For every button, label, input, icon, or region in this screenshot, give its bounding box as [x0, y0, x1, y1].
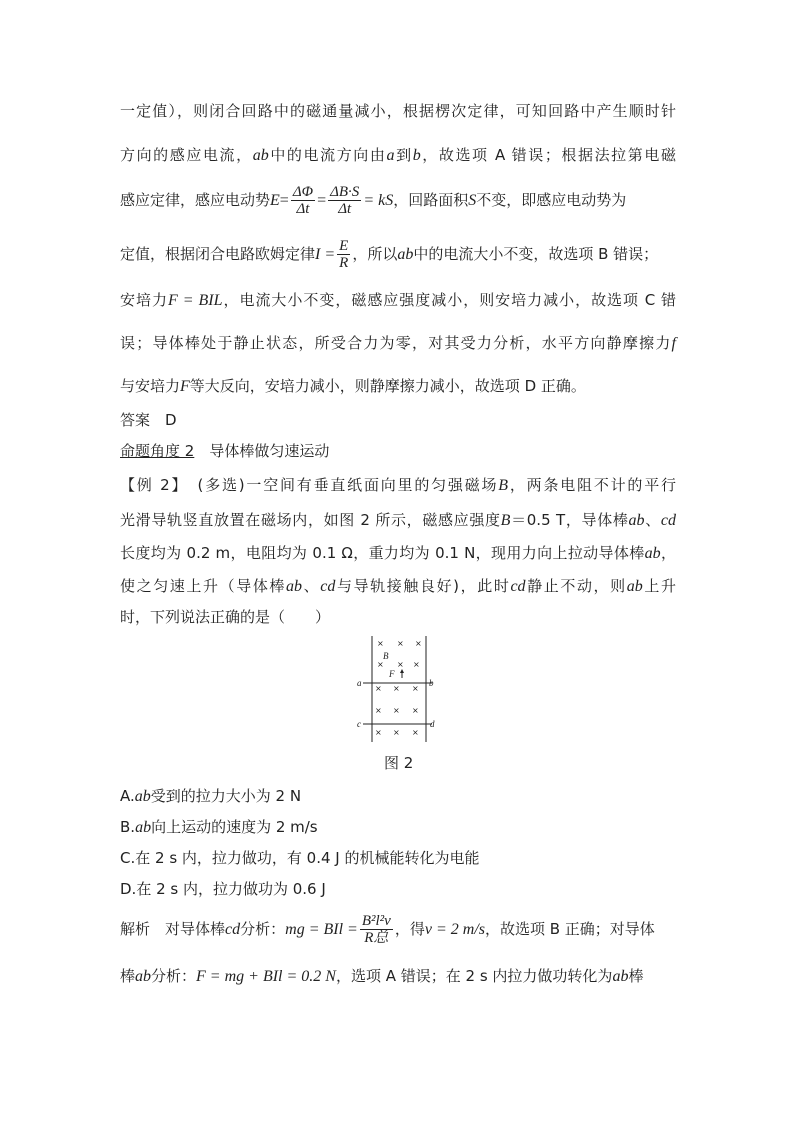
field-cross: ×	[412, 706, 419, 715]
fraction-b2l2v-r	[360, 913, 393, 946]
option-text: 向上运动的速度为 2 m/s	[151, 818, 318, 836]
text: 中的电流大小不变，故选项 B 错误；	[413, 245, 659, 263]
denominator: R	[339, 255, 349, 271]
var-a: a	[386, 147, 395, 164]
field-cross: ×	[412, 684, 419, 693]
var-cd: cd	[320, 578, 336, 595]
fraction-dphi-dt	[291, 184, 315, 217]
text: 方向的感应电流，	[120, 146, 253, 164]
fraction-e-r	[337, 238, 350, 271]
field-cross: ×	[377, 660, 384, 669]
option-label: A.	[120, 787, 135, 805]
example-line-2	[120, 509, 676, 532]
fraction-dbs-dt	[328, 184, 361, 217]
var-B: B	[498, 477, 509, 494]
option-a	[120, 785, 301, 808]
example-line-5	[120, 606, 676, 628]
text: 误；导体棒处于静止状态，所受合力为零，对其受力分析，水平方向静摩擦力	[120, 334, 672, 352]
field-cross: ×	[375, 706, 382, 715]
solution-line-1	[120, 909, 676, 949]
field-cross: ×	[393, 728, 400, 737]
text-line-4	[120, 234, 676, 274]
text: 时，下列说法正确的是（ ）	[120, 608, 331, 626]
text: 光滑导轨竖直放置在磁场内，如图 2 所示，磁感应强度	[120, 511, 501, 529]
text: 分析：	[151, 967, 197, 985]
example-line-3	[120, 542, 676, 565]
example-line-4	[120, 575, 676, 598]
var-ab: ab	[135, 819, 152, 836]
field-cross: ×	[375, 728, 382, 737]
var-ab: ab	[644, 545, 661, 562]
text: (多选)一空间有垂直纸面向里的匀强磁场	[180, 476, 499, 494]
numerator: ΔΦ	[292, 184, 314, 200]
text-line-5	[120, 289, 676, 312]
field-cross: ×	[397, 660, 404, 669]
text: 静止不动，则	[525, 577, 627, 595]
var-ab: ab	[612, 968, 629, 985]
field-cross: ×	[397, 639, 404, 648]
heading-title: 导体棒做匀速运动	[194, 442, 330, 460]
var-ab: ab	[286, 578, 303, 595]
option-b	[120, 816, 318, 839]
text: 与安培力	[120, 377, 181, 395]
equals: =	[317, 192, 327, 209]
text: ，	[660, 544, 676, 562]
solution-line-2	[120, 965, 676, 988]
text-line-1	[120, 100, 676, 122]
figure-caption: 图 2	[384, 754, 414, 772]
option-c	[120, 847, 480, 869]
var-ab: ab	[628, 512, 645, 529]
text: 不变，即感应电动势为	[476, 191, 627, 209]
heading-label: 命题角度 2	[120, 442, 195, 460]
text: ，回路面积	[393, 191, 469, 209]
text: 、	[302, 577, 321, 595]
numerator: B²l²v	[361, 913, 391, 929]
text: 到	[394, 146, 413, 164]
formula: = kS	[363, 192, 394, 209]
label-c: c	[357, 719, 361, 729]
field-cross: ×	[415, 639, 422, 648]
text: 一定值），则闭合回路中的磁通量减小，根据楞次定律，可知回路中产生顺时针	[120, 102, 676, 120]
formula: I =	[315, 246, 336, 263]
var-B: B	[500, 512, 511, 529]
text-line-2	[120, 144, 676, 167]
field-cross: ×	[413, 660, 420, 669]
var-b: b	[412, 147, 421, 164]
text: ，选项 A 错误；在 2 s 内拉力做功转化为	[335, 967, 613, 985]
field-cross: ×	[393, 706, 400, 715]
text: ，所以	[352, 245, 398, 263]
text: ，电流大小不变，磁感应强度减小，则安培力减小，故选项 C 错	[222, 291, 676, 309]
field-cross: ×	[412, 728, 419, 737]
text: 安培力	[120, 291, 168, 309]
label-F: F	[389, 669, 395, 679]
formula: mg = BIl =	[285, 921, 358, 938]
option-label: B.	[120, 818, 136, 836]
label-a: a	[357, 678, 362, 688]
text: 对导体棒	[150, 920, 226, 938]
answer: 答案 D	[120, 411, 177, 429]
section-heading	[120, 440, 676, 462]
formula: v = 2 m/s	[424, 921, 485, 938]
var-ab: ab	[134, 788, 151, 805]
text: 棒	[120, 967, 136, 985]
var-cd: cd	[225, 921, 241, 938]
text: 分析：	[240, 920, 286, 938]
numerator: ΔB·S	[330, 184, 360, 200]
text-line-3	[120, 180, 676, 220]
text: 等大反向，安培力减小，则静摩擦力减小，故选项 D 正确。	[189, 377, 586, 395]
text: 中的电流方向由	[268, 146, 387, 164]
text: ，故选项 B 正确；对导体	[484, 920, 655, 938]
field-crosses	[375, 639, 422, 737]
formula: F = BIL	[167, 292, 223, 309]
label-b: b	[429, 678, 434, 688]
option-text: 受到的拉力大小为 2 N	[150, 787, 302, 805]
force-arrowhead	[400, 669, 404, 673]
var-ab: ab	[626, 578, 643, 595]
var-S: S	[468, 192, 477, 209]
var-cd: cd	[510, 578, 526, 595]
denominator: Δt	[338, 201, 352, 217]
text: 与导轨接触良好)，此时	[335, 577, 511, 595]
field-cross: ×	[377, 639, 384, 648]
var-ab: ab	[397, 246, 414, 263]
var-f: f	[671, 335, 676, 352]
field-cross: ×	[375, 684, 382, 693]
example-tag: 【例 2】	[120, 476, 181, 494]
figure-2-diagram	[355, 634, 445, 746]
option-text: C.在 2 s 内，拉力做功，有 0.4 J 的机械能转化为电能	[120, 849, 480, 867]
option-d	[120, 878, 326, 900]
denominator: R总	[364, 930, 389, 946]
var-cd: cd	[660, 512, 676, 529]
text-line-7	[120, 375, 676, 398]
var-F: F	[180, 378, 190, 395]
answer-line	[120, 409, 676, 431]
var-E: E	[270, 192, 280, 209]
text: ＝0.5 T，导体棒	[510, 511, 629, 529]
example-line-1	[120, 474, 676, 497]
text: 上升	[642, 577, 676, 595]
denominator: Δt	[296, 201, 310, 217]
var-ab: ab	[135, 968, 152, 985]
text: 棒	[628, 967, 644, 985]
field-cross: ×	[393, 684, 400, 693]
text: 、	[644, 511, 661, 529]
option-text: D.在 2 s 内，拉力做功为 0.6 J	[120, 880, 326, 898]
numerator: E	[339, 238, 349, 254]
text: 感应定律，感应电动势	[120, 191, 271, 209]
formula: F = mg + BIl = 0.2 N	[196, 968, 336, 985]
text: 长度均为 0.2 m，电阻均为 0.1 Ω，重力均为 0.1 N，现用力向上拉动导体棒	[120, 544, 645, 562]
text-line-6	[120, 332, 676, 355]
solution-tag: 解析	[120, 920, 151, 938]
text: 定值，根据闭合电路欧姆定律	[120, 245, 316, 263]
text: ，两条电阻不计的平行	[508, 476, 676, 494]
label-B: B	[383, 651, 389, 661]
text: 使之匀速上升（导体棒	[120, 577, 287, 595]
text: ，故选项 A 错误；根据法拉第电磁	[420, 146, 676, 164]
var-ab: ab	[252, 147, 269, 164]
label-d: d	[430, 719, 435, 729]
equals: =	[279, 192, 289, 209]
text: ，得	[394, 920, 425, 938]
